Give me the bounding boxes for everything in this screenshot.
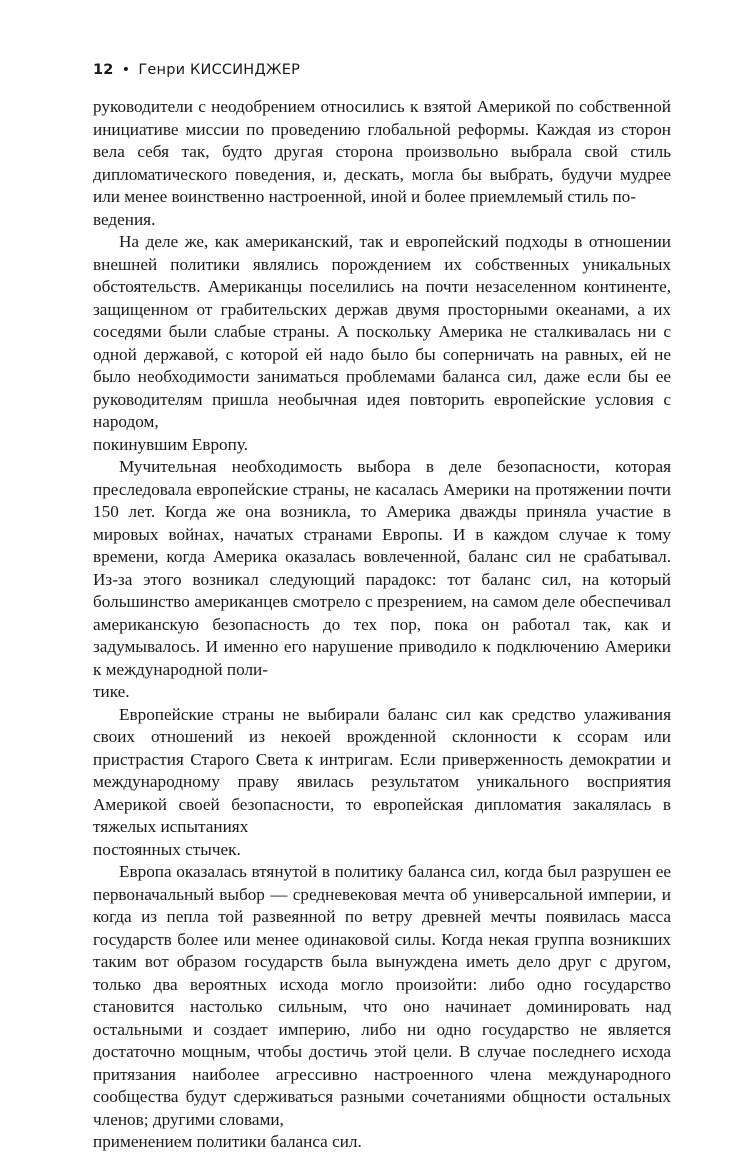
header-separator: • [121,62,131,78]
paragraph-1 [93,96,671,231]
running-header [93,62,300,78]
paragraph-last-line: ведения. [93,209,156,229]
paragraph-last-line: постоянных стычек. [93,839,241,859]
paragraph-last-line: покинувшим Европу. [93,434,249,454]
paragraph-5 [93,861,671,1154]
paragraph-last-line: применением политики баланса сил. [93,1132,362,1151]
paragraph-last-line: тике. [93,682,130,701]
paragraph-text: руководители с неодобрением относились к взятой Америкой по собственной инициативе миссии по проведению глобальной реформы. Каждая из сторон вела себя так, будто другая сторона произвольно выбрала свой стиль дипломатического поведения, и, дескать, могла бы выбрать, будучи мудрее или менее воинственно настроенной, иной и более приемлемый стиль по- [93,97,671,206]
paragraph-text: Европа оказалась втянутой в политику баланса сил, когда был разрушен ее первоначальный выбор — средневековая мечта об универсальной империи, и когда из пепла той развеянной по ветру древней мечты появилась масса государств более или менее одинаковой силы. Когда некая группа возникших таким вот образом государств была вынуждена иметь дело друг с другом, только два вероятных исхода могло произойти: либо одно государство становится настолько сильным, что оно начинает доминировать над остальными и создает империю, либо ни одно государство не является достаточно мощным, чтобы достичь этой цели. В случае последнего исхода притязания наиболее агрессивно настроенного члена международного сообщества будут сдерживаться разными сочетаниями общности остальных членов; другими словами, [93,862,671,1129]
paragraph-3 [93,456,671,704]
paragraph-text: На деле же, как американский, так и европейский подходы в отношении внешней политики являлись порождением их собственных уникальных обстоятельств. Американцы поселились на почти незаселенном континенте, защищенном от грабительских держав двумя просторными океанами, а их соседями были слабые страны. А поскольку Америка не сталкивалась ни с одной державой, с которой ей надо было бы соперничать на равных, ей не было необходимости заниматься проблемами баланса сил, даже если бы ее руководителям пришла необычная идея повторить европейские условия с народом, [93,232,671,431]
paragraph-4 [93,704,671,862]
body-text [93,96,671,1154]
paragraph-2 [93,231,671,456]
author-name: Генри КИССИНДЖЕР [138,62,301,78]
paragraph-text: Мучительная необходимость выбора в деле безопасности, которая преследовала европейские страны, не касалась Америки на протяжении почти 150 лет. Когда же она возникла, то Америка дважды приняла участие в мировых войнах, начатых странами Европы. И в каждом случае к тому времени, когда Америка оказалась вовлеченной, баланс сил не срабатывал. Из-за этого возникал следующий парадокс: тот баланс сил, на который большинство американцев смотрело с презрением, на самом деле обеспечивал американскую безопасность до тех пор, пока он работал так, как и задумывалось. И именно его нарушение приводило к подключению Америки к международной поли- [93,457,671,679]
paragraph-text: Европейские страны не выбирали баланс сил как средство улаживания своих отношений из некоей врожденной склонности к ссорам или пристрастия Старого Света к интригам. Если приверженность демократии и международному праву явилась результатом уникального восприятия Америкой своей безопасности, то европейская дипломатия закалялась в тяжелых испытаниях [93,704,671,836]
page-number: 12 [93,62,114,78]
